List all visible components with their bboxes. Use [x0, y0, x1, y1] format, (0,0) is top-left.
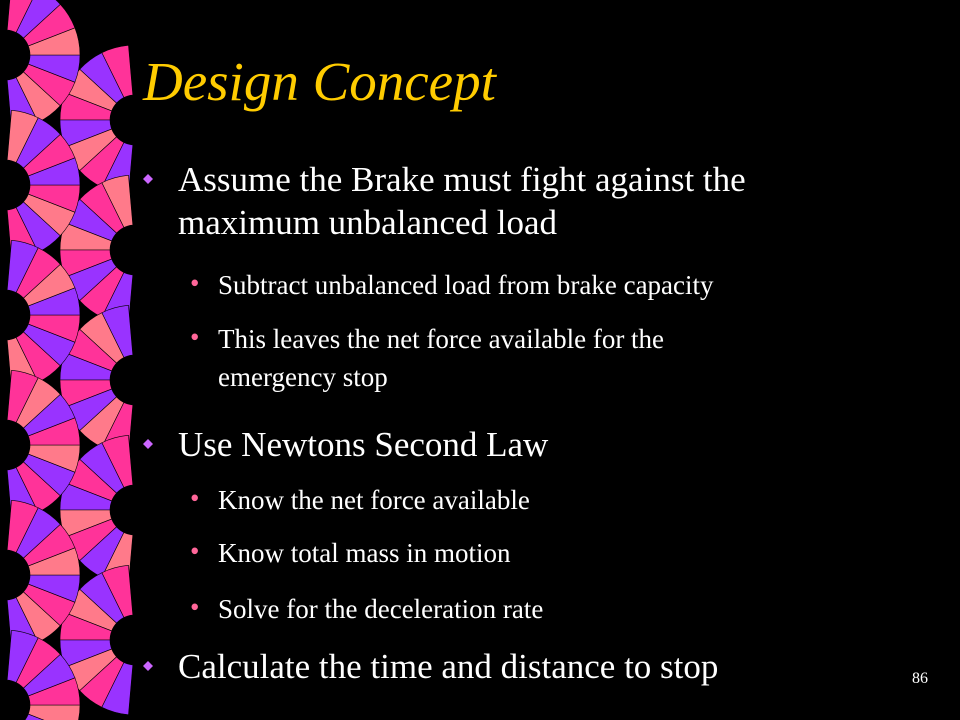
bullet-3-text: Calculate the time and distance to stop: [178, 647, 719, 686]
sub-bullet-2-3: [190, 590, 920, 628]
diamond-bullet-icon: [143, 661, 153, 671]
bullet-3: [143, 645, 920, 688]
sub-bullet-dot-icon: •: [190, 268, 200, 298]
sub-bullet-dot-icon: •: [190, 592, 200, 622]
sub-bullet-2-1: [190, 481, 920, 519]
sub-bullet-2-2: [190, 534, 920, 572]
diamond-bullet-icon: [143, 439, 153, 449]
bullet-1-text: [178, 158, 746, 244]
sub-bullet-1-2: [190, 320, 920, 396]
bullet-2: [143, 423, 920, 466]
bullet-2-text: Use Newtons Second Law: [178, 425, 549, 464]
bullet-1-line-1: Assume the Brake must fight against the: [178, 160, 746, 199]
sub-bullet-2-3-text: Solve for the deceleration rate: [218, 594, 544, 624]
page-number: 86: [912, 670, 928, 687]
bullet-1: [143, 158, 920, 244]
sub-bullet-dot-icon: •: [190, 322, 200, 352]
sub-bullet-1-2-line-2: emergency stop: [218, 362, 388, 392]
sub-bullet-1-1: [190, 266, 920, 304]
diamond-bullet-icon: [143, 174, 153, 184]
sub-bullet-dot-icon: •: [190, 483, 200, 513]
sub-bullet-1-1-text: Subtract unbalanced load from brake capacity: [218, 270, 714, 300]
sub-bullet-2-2-text: Know total mass in motion: [218, 538, 511, 568]
sub-bullet-2-1-text: Know the net force available: [218, 485, 530, 515]
slide-title: Design Concept: [143, 51, 496, 112]
sub-bullet-1-2-line-1: This leaves the net force available for the: [218, 324, 665, 354]
sub-bullet-dot-icon: •: [190, 536, 200, 566]
decorative-fan-strip: [0, 0, 140, 720]
bullet-1-line-2: maximum unbalanced load: [178, 203, 558, 242]
